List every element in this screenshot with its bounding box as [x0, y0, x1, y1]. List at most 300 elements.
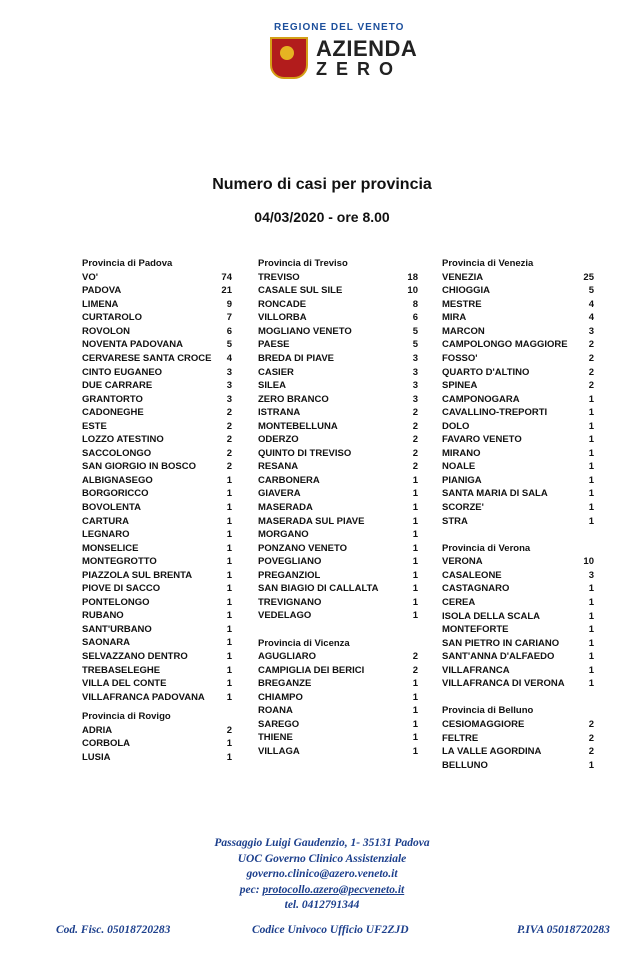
municipality-name: MONTEBELLUNA	[258, 420, 338, 432]
province-venezia	[442, 257, 594, 528]
case-count: 1	[226, 751, 232, 763]
case-count: 2	[412, 651, 418, 663]
column-left	[82, 257, 232, 765]
case-count: 2	[412, 407, 418, 419]
list-item	[258, 284, 418, 298]
municipality-name: ROVOLON	[82, 325, 131, 337]
logo-azienda: AZIENDA	[316, 36, 418, 61]
municipality-name: THIENE	[258, 732, 293, 744]
list-item	[258, 704, 418, 718]
list-item	[82, 664, 232, 678]
list-item	[82, 691, 232, 705]
case-count: 2	[226, 420, 232, 432]
case-count: 5	[588, 285, 594, 297]
case-count: 1	[226, 569, 232, 581]
list-item	[442, 460, 594, 474]
municipality-name: ZERO BRANCO	[258, 393, 329, 405]
list-item	[258, 745, 418, 759]
municipality-name: MIRA	[442, 312, 467, 324]
case-count: 2	[588, 339, 594, 351]
province-header: Provincia di Vicenza	[258, 637, 350, 649]
municipality-name: SPINEA	[442, 380, 478, 392]
province-header: Provincia di Rovigo	[82, 711, 171, 723]
column-right	[442, 257, 594, 772]
list-item	[258, 542, 418, 556]
case-count: 1	[588, 597, 594, 608]
municipality-name: CEREA	[442, 597, 476, 608]
list-item	[82, 338, 232, 352]
case-count: 1	[588, 664, 594, 676]
list-item	[258, 311, 418, 325]
case-count: 2	[226, 724, 232, 736]
municipality-name: BREGANZE	[258, 678, 312, 690]
list-item	[258, 474, 418, 488]
list-item	[442, 732, 594, 746]
case-count: 2	[412, 434, 418, 446]
municipality-name: MARCON	[442, 325, 485, 337]
list-item	[82, 650, 232, 664]
municipality-name: CURTAROLO	[82, 312, 142, 324]
list-item	[442, 610, 594, 624]
municipality-name: PONTELONGO	[82, 596, 150, 608]
case-count: 1	[226, 637, 232, 649]
case-count: 1	[412, 691, 418, 703]
list-item	[82, 596, 232, 610]
case-count: 1	[226, 542, 232, 554]
case-count: 1	[226, 556, 232, 568]
case-count: 1	[588, 393, 594, 405]
list-item	[442, 487, 594, 501]
case-count: 1	[226, 678, 232, 690]
case-count: 2	[588, 732, 594, 744]
municipality-name: ADRIA	[82, 724, 113, 736]
case-count: 1	[226, 691, 232, 703]
municipality-name: QUINTO DI TREVISO	[258, 447, 352, 459]
pec-link[interactable]: protocollo.azero@pecveneto.it	[262, 883, 405, 896]
list-item	[82, 406, 232, 420]
case-count: 1	[226, 501, 232, 513]
list-item	[82, 379, 232, 393]
municipality-name: FAVARO VENETO	[442, 434, 522, 446]
list-item	[442, 352, 594, 366]
case-count: 2	[588, 746, 594, 758]
list-item	[82, 311, 232, 325]
list-item	[258, 352, 418, 366]
list-item	[442, 406, 594, 420]
case-count: 1	[588, 637, 594, 649]
municipality-name: SAN BIAGIO DI CALLALTA	[258, 583, 379, 595]
municipality-name: BOVOLENTA	[82, 501, 141, 513]
list-item	[258, 460, 418, 474]
list-item	[258, 569, 418, 583]
municipality-name: CORBOLA	[82, 738, 131, 750]
province-header: Provincia di Padova	[82, 258, 173, 269]
case-count: 9	[226, 298, 232, 310]
case-count: 2	[412, 664, 418, 676]
case-count: 1	[226, 596, 232, 608]
case-count: 5	[226, 339, 232, 351]
list-item	[442, 650, 594, 664]
municipality-name: RESANA	[258, 461, 299, 473]
footer-pec	[0, 883, 644, 899]
list-item	[258, 731, 418, 745]
case-count: 2	[226, 447, 232, 459]
case-count: 3	[226, 393, 232, 405]
list-item	[82, 636, 232, 650]
case-count: 1	[412, 569, 418, 581]
list-item	[82, 420, 232, 434]
list-item	[258, 487, 418, 501]
case-count: 1	[412, 556, 418, 568]
case-count: 1	[412, 746, 418, 758]
list-item	[258, 515, 418, 529]
case-count: 1	[412, 515, 418, 527]
municipality-name: PREGANZIOL	[258, 569, 321, 581]
municipality-name: MASERADA	[258, 501, 313, 513]
municipality-name: CASALEONE	[442, 569, 502, 581]
case-count: 2	[412, 420, 418, 432]
municipality-name: VILLORBA	[258, 312, 307, 324]
list-item	[442, 284, 594, 298]
municipality-name: CHIAMPO	[258, 691, 303, 703]
municipality-name: BREDA DI PIAVE	[258, 352, 335, 364]
case-count: 1	[412, 583, 418, 595]
municipality-name: MONTEGROTTO	[82, 556, 157, 568]
case-count: 1	[226, 664, 232, 676]
codice-univoco: Codice Univoco Ufficio UF2ZJD	[252, 924, 409, 936]
municipality-name: LOZZO ATESTINO	[82, 434, 164, 446]
list-item	[82, 284, 232, 298]
partita-iva: P.IVA 05018720283	[517, 924, 610, 936]
municipality-name: VEDELAGO	[258, 610, 312, 622]
municipality-name: GRANTORTO	[82, 393, 143, 405]
lion-crest-icon	[270, 37, 308, 79]
list-item	[258, 528, 418, 542]
list-item	[82, 366, 232, 380]
list-item	[258, 501, 418, 515]
municipality-name: SANT'URBANO	[82, 623, 152, 635]
case-count: 1	[588, 488, 594, 500]
column-middle	[258, 257, 418, 759]
province-header: Provincia di Belluno	[442, 705, 534, 717]
list-item	[442, 637, 594, 651]
case-count: 3	[588, 569, 594, 581]
municipality-name: VILLAFRANCA PADOVANA	[82, 691, 205, 703]
municipality-name: SACCOLONGO	[82, 447, 152, 459]
list-item	[442, 677, 594, 691]
municipality-name: MORGANO	[258, 529, 309, 541]
case-count: 1	[412, 488, 418, 500]
list-item	[442, 366, 594, 380]
case-count: 3	[588, 325, 594, 337]
municipality-name: VILLAFRANCA DI VERONA	[442, 678, 565, 690]
province-header: Provincia di Verona	[442, 542, 531, 554]
list-item	[82, 623, 232, 637]
list-item	[82, 474, 232, 488]
case-count: 1	[588, 583, 594, 595]
list-item	[442, 393, 594, 407]
case-count: 1	[412, 678, 418, 690]
municipality-name: RUBANO	[82, 610, 124, 622]
municipality-name: BORGORICCO	[82, 488, 149, 500]
municipality-name: NOALE	[442, 461, 476, 473]
list-item	[82, 271, 232, 285]
list-item	[82, 393, 232, 407]
list-item	[258, 582, 418, 596]
municipality-name: FOSSO'	[442, 352, 478, 364]
province-header: Provincia di Venezia	[442, 258, 534, 269]
list-item	[442, 298, 594, 312]
list-item	[258, 379, 418, 393]
municipality-name: MASERADA SUL PIAVE	[258, 515, 365, 527]
municipality-name: PIAZZOLA SUL BRENTA	[82, 569, 193, 581]
province-rovigo	[82, 710, 232, 764]
list-item	[82, 515, 232, 529]
list-item	[258, 664, 418, 678]
list-item	[258, 650, 418, 664]
municipality-name: POVEGLIANO	[258, 556, 322, 568]
list-item	[258, 298, 418, 312]
municipality-name: LUSIA	[82, 751, 111, 763]
case-count: 3	[412, 366, 418, 378]
municipality-name: LA VALLE AGORDINA	[442, 746, 542, 758]
cod-fisc: Cod. Fisc. 05018720283	[56, 924, 171, 936]
municipality-name: VENEZIA	[442, 271, 484, 283]
case-count: 6	[226, 325, 232, 337]
list-item	[258, 338, 418, 352]
municipality-name: TREVIGNANO	[258, 596, 322, 608]
municipality-name: NOVENTA PADOVANA	[82, 339, 183, 351]
municipality-name: CASTAGNARO	[442, 583, 510, 595]
list-item	[442, 338, 594, 352]
footer-contacts	[0, 836, 644, 914]
case-count: 7	[226, 312, 232, 324]
case-count: 1	[226, 610, 232, 622]
report-date: 04/03/2020 - ore 8.00	[254, 209, 390, 225]
list-item	[258, 555, 418, 569]
logo	[270, 37, 420, 79]
municipality-name: SAONARA	[82, 637, 131, 649]
case-count: 2	[588, 719, 594, 731]
municipality-name: SAN GIORGIO IN BOSCO	[82, 461, 197, 473]
footer-address: Passaggio Luigi Gaudenzio, 1- 35131 Padova	[214, 837, 430, 849]
case-count: 10	[407, 285, 418, 297]
list-item	[442, 623, 594, 637]
case-count: 10	[583, 556, 594, 568]
footer-email[interactable]: governo.clinico@azero.veneto.it	[246, 868, 398, 880]
municipality-name: ALBIGNASEGO	[82, 474, 153, 486]
list-item	[442, 433, 594, 447]
case-count: 2	[588, 352, 594, 364]
list-item	[442, 447, 594, 461]
municipality-name: MOGLIANO VENETO	[258, 325, 352, 337]
case-count: 1	[412, 610, 418, 622]
municipality-name: SELVAZZANO DENTRO	[82, 651, 188, 662]
list-item	[82, 569, 232, 583]
case-count: 1	[226, 623, 232, 635]
list-item	[258, 420, 418, 434]
list-item	[442, 515, 594, 529]
municipality-name: LIMENA	[82, 298, 119, 310]
case-count: 1	[588, 474, 594, 486]
case-count: 1	[412, 501, 418, 513]
case-count: 4	[588, 298, 594, 310]
case-count: 1	[226, 651, 232, 662]
case-count: 21	[221, 285, 232, 297]
municipality-name: SAN PIETRO IN CARIANO	[442, 637, 560, 649]
municipality-name: VERONA	[442, 556, 483, 568]
list-item	[258, 691, 418, 705]
list-item	[442, 555, 594, 569]
municipality-name: SAREGO	[258, 718, 300, 730]
municipality-name: MONSELICE	[82, 542, 139, 554]
municipality-name: CINTO EUGANEO	[82, 366, 163, 378]
municipality-name: MIRANO	[442, 447, 481, 459]
region-label: REGIONE DEL VENETO	[274, 22, 405, 33]
municipality-name: CAVALLINO-TREPORTI	[442, 407, 548, 419]
page-title: Numero di casi per provincia	[212, 176, 432, 193]
list-item	[82, 352, 232, 366]
municipality-name: CERVARESE SANTA CROCE	[82, 352, 212, 364]
case-count: 1	[588, 515, 594, 527]
case-count: 1	[588, 461, 594, 473]
case-count: 1	[412, 596, 418, 608]
municipality-name: VO'	[82, 271, 98, 283]
municipality-name: DUE CARRARE	[82, 380, 153, 392]
list-item	[442, 325, 594, 339]
case-count: 2	[412, 447, 418, 459]
case-count: 2	[226, 461, 232, 473]
logo-zero: ZERO	[316, 59, 403, 79]
municipality-name: CASIER	[258, 366, 294, 378]
list-item	[442, 420, 594, 434]
municipality-name: CAMPONOGARA	[442, 393, 520, 405]
municipality-name: FELTRE	[442, 732, 479, 744]
municipality-name: SCORZE'	[442, 501, 484, 513]
municipality-name: TREBASELEGHE	[82, 664, 161, 676]
municipality-name: ESTE	[82, 420, 107, 432]
municipality-name: DOLO	[442, 420, 470, 432]
case-count: 5	[412, 325, 418, 337]
list-item	[442, 271, 594, 285]
municipality-name: CESIOMAGGIORE	[442, 719, 525, 731]
case-count: 1	[588, 407, 594, 419]
list-item	[442, 596, 594, 610]
list-item	[258, 271, 418, 285]
case-count: 18	[407, 271, 418, 283]
footer-tel: tel. 0412791344	[284, 899, 360, 911]
list-item	[82, 433, 232, 447]
list-item	[258, 718, 418, 732]
footer-office: UOC Governo Clinico Assistenziale	[237, 852, 407, 865]
municipality-name: ISOLA DELLA SCALA	[442, 610, 540, 622]
case-count: 1	[588, 434, 594, 446]
list-item	[442, 745, 594, 759]
municipality-name: AGUGLIARO	[258, 651, 317, 663]
header	[270, 22, 420, 79]
province-padova	[82, 257, 232, 704]
list-item	[82, 528, 232, 542]
case-count: 74	[221, 271, 232, 283]
list-item	[258, 447, 418, 461]
municipality-name: VILLA DEL CONTE	[82, 678, 167, 690]
case-count: 1	[412, 542, 418, 554]
list-item	[258, 393, 418, 407]
case-count: 2	[412, 461, 418, 473]
list-item	[82, 298, 232, 312]
case-count: 1	[226, 515, 232, 527]
list-item	[82, 460, 232, 474]
list-item	[442, 718, 594, 732]
case-count: 1	[588, 759, 594, 771]
case-count: 2	[226, 434, 232, 446]
case-count: 1	[588, 501, 594, 513]
municipality-name: BELLUNO	[442, 759, 488, 771]
list-item	[442, 664, 594, 678]
municipality-name: PADOVA	[82, 285, 122, 297]
list-item	[82, 751, 232, 765]
list-item	[442, 582, 594, 596]
municipality-name: VILLAGA	[258, 746, 300, 758]
municipality-name: CARBONERA	[258, 474, 320, 486]
case-count: 2	[588, 380, 594, 392]
list-item	[82, 677, 232, 691]
province-header: Provincia di Treviso	[258, 258, 348, 269]
municipality-name: RONCADE	[258, 298, 307, 310]
case-count: 1	[226, 583, 232, 595]
municipality-name: ODERZO	[258, 434, 299, 446]
case-count: 25	[583, 271, 594, 283]
province-treviso	[258, 257, 418, 623]
municipality-name: CASALE SUL SILE	[258, 285, 343, 297]
list-item	[442, 311, 594, 325]
municipality-name: CARTURA	[82, 515, 129, 527]
list-item	[82, 325, 232, 339]
case-count: 1	[588, 651, 594, 663]
list-item	[258, 406, 418, 420]
case-count: 3	[226, 366, 232, 378]
list-item	[258, 366, 418, 380]
municipality-name: CAMPOLONGO MAGGIORE	[442, 339, 568, 351]
case-count: 2	[226, 407, 232, 419]
list-item	[258, 325, 418, 339]
case-count: 2	[588, 366, 594, 378]
municipality-name: PONZANO VENETO	[258, 542, 348, 554]
municipality-name: PIOVE DI SACCO	[82, 583, 161, 595]
list-item	[82, 609, 232, 623]
municipality-name: MONTEFORTE	[442, 624, 509, 636]
municipality-name: VILLAFRANCA	[442, 664, 510, 676]
case-count: 1	[412, 732, 418, 744]
municipality-name: SANT'ANNA D'ALFAEDO	[442, 651, 555, 663]
municipality-name: CHIOGGIA	[442, 285, 491, 297]
case-count: 1	[588, 420, 594, 432]
municipality-name: MESTRE	[442, 298, 482, 310]
municipality-name: CAMPIGLIA DEI BERICI	[258, 664, 365, 676]
case-count: 1	[412, 529, 418, 541]
municipality-name: SILEA	[258, 380, 286, 392]
case-count: 1	[226, 738, 232, 750]
municipality-name: PIANIGA	[442, 474, 482, 486]
case-count: 1	[412, 474, 418, 486]
case-count: 1	[226, 529, 232, 541]
list-item	[82, 501, 232, 515]
pec-label: pec:	[239, 883, 263, 896]
case-count: 1	[226, 488, 232, 500]
case-count: 1	[588, 624, 594, 636]
list-item	[82, 447, 232, 461]
case-count: 4	[588, 312, 594, 324]
